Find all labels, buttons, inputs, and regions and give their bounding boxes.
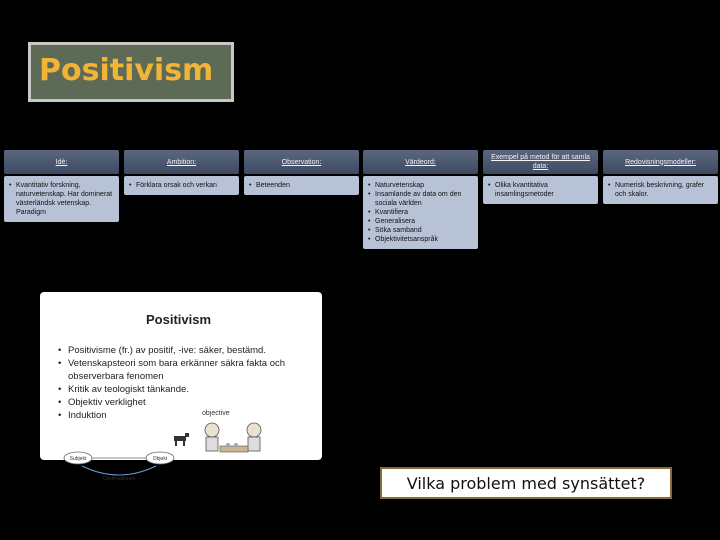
column-item: • Söka samband [375,226,474,235]
column-header: Exempel på metod för att samla data: [483,150,598,174]
column-header: Värdeord: [363,150,478,174]
column-body [363,176,478,249]
subject-object-diagram [62,450,182,482]
column-0 [4,150,119,222]
column-body [124,176,239,195]
image-card-bullet: • Positivisme (fr.) av positif, -ive: säker, bestämd. [58,344,318,357]
column-body [483,176,598,204]
image-card-bullets [58,344,318,422]
column-item: • Förklara orsak och verkan [136,181,235,190]
column-item: • Generalisera [375,217,474,226]
column-2 [244,150,359,195]
column-item: • Kvantifiera [375,208,474,217]
column-item: • Beteenden [256,181,355,190]
question-box [380,467,672,499]
column-item: • Objektivitetsanspråk [375,235,474,244]
column-body [603,176,718,204]
column-1 [124,150,239,195]
column-header: Ambition: [124,150,239,174]
column-item: • Kvantitativ forskning, naturvetenskap. Har dominerat västerländsk vetenskap. Paradigm [16,181,115,217]
column-header: Redovisningsmodeller: [603,150,718,174]
column-item: • Insamlande av data om den sociala världen [375,190,474,208]
zebra-icon [172,432,190,446]
diagram-subject-label: Subjekt [69,456,87,462]
image-card-bullet: • Induktion [58,409,318,422]
column-item: • Olika kvantitativa insamlingsmetoder [495,181,594,199]
column-3 [363,150,478,249]
image-card-title: Positivism [146,312,212,327]
image-card-bullet: • Vetenskapsteori som bara erkänner säkra fakta och observerbara fenomen [58,357,318,383]
diagram-caption: Observationen [102,476,136,482]
column-body [244,176,359,195]
column-item: • Numerisk beskrivning, grafer och skalor. [615,181,714,199]
question-text: Vilka problem med synsättet? [406,473,646,493]
column-4 [483,150,598,204]
column-body [4,176,119,222]
slide-title: Positivism [39,53,214,88]
image-card-bullet: • Objektiv verklighet [58,396,318,409]
diagram-object-label: Objekt [152,456,168,462]
column-header: Idé: [4,150,119,174]
objective-label: objective [202,410,230,417]
observers-illustration [198,416,270,460]
column-header: Observation: [244,150,359,174]
positivism-image-card [40,292,322,482]
column-item: • Naturvetenskap [375,181,474,190]
slide-title-box [28,42,234,102]
image-card-bullet: • Kritik av teologiskt tänkande. [58,383,318,396]
column-5 [603,150,718,204]
